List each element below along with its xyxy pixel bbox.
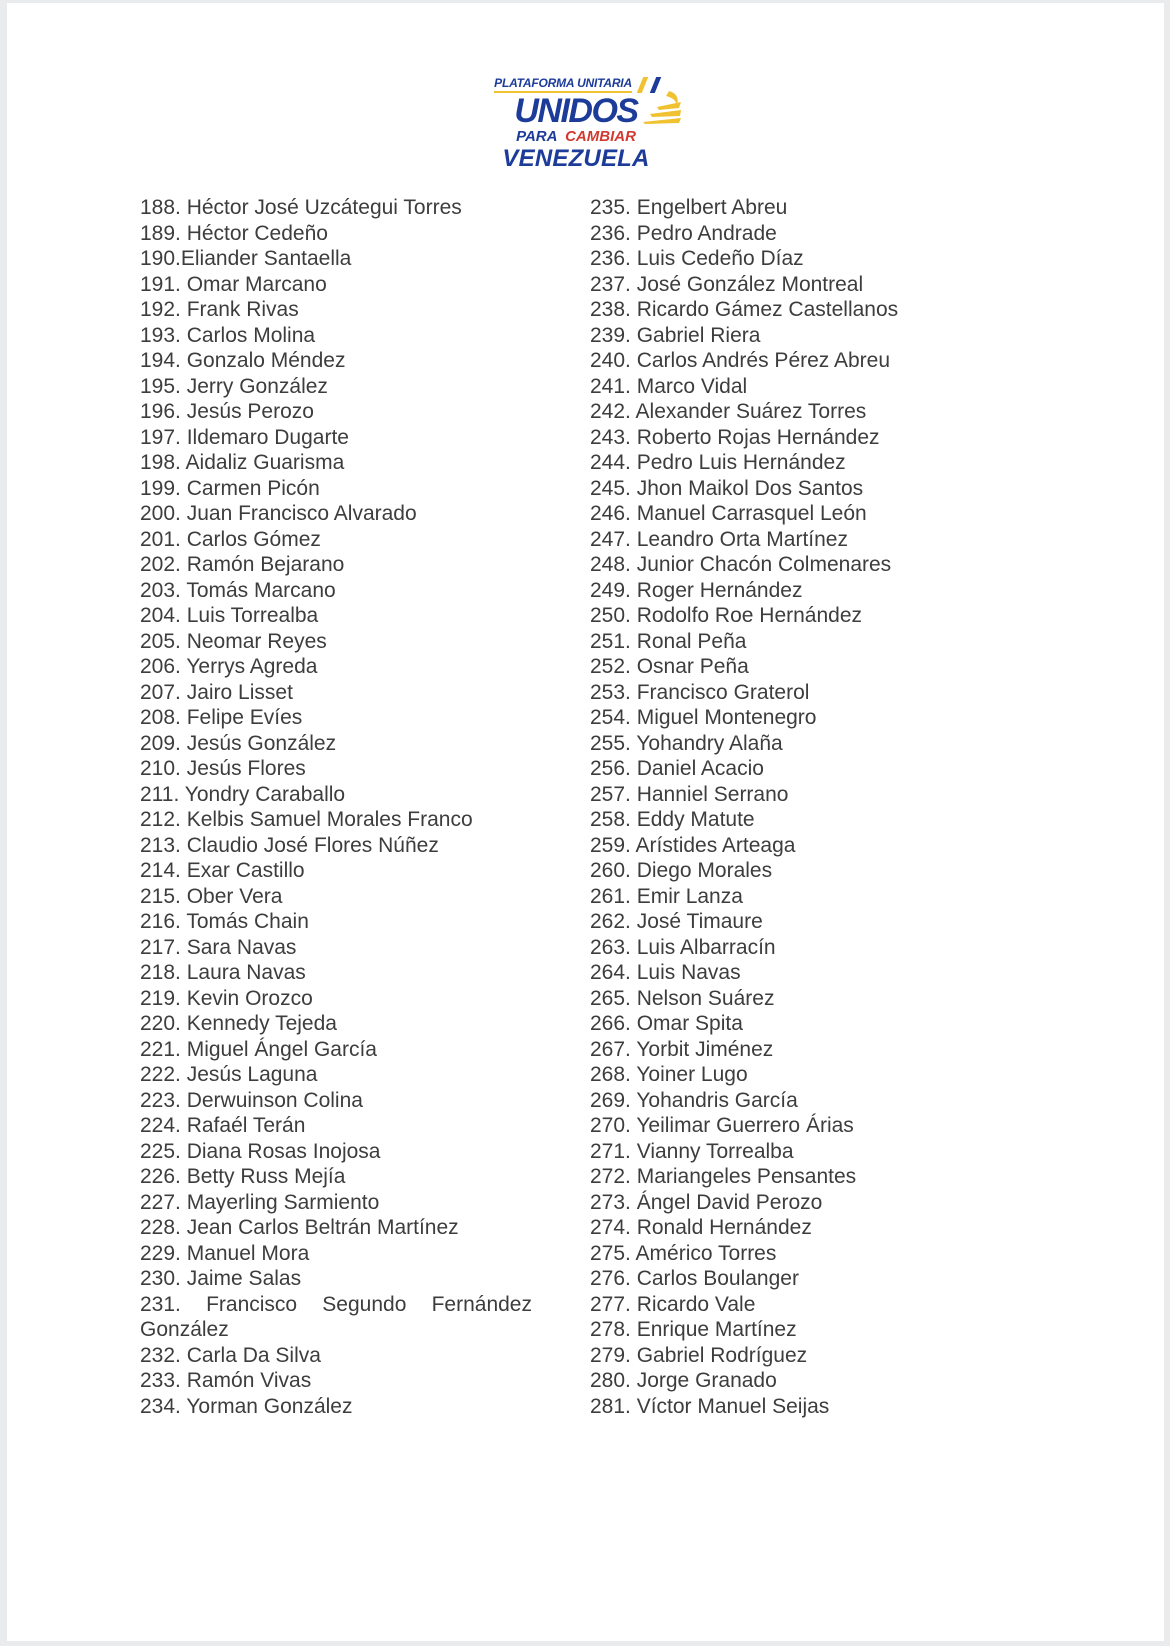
list-item: 217. Sara Navas	[140, 935, 297, 959]
list-item: 269. Yohandris García	[590, 1088, 798, 1112]
list-item: 277. Ricardo Vale	[590, 1292, 756, 1316]
list-item: 206. Yerrys Agreda	[140, 655, 318, 678]
list-item: 259. Arístides Arteaga	[590, 833, 796, 857]
list-item: 215. Ober Vera	[140, 884, 283, 908]
list-item: 192. Frank Rivas	[140, 298, 299, 321]
list-item: 220. Kennedy Tejeda	[140, 1012, 337, 1035]
list-item: 278. Enrique Martínez	[590, 1318, 797, 1341]
list-item: 238. Ricardo Gámez Castellanos	[590, 298, 899, 321]
list-item: 253. Francisco Graterol	[590, 680, 810, 704]
list-item: 198. Aidaliz Guarisma	[140, 451, 345, 474]
list-item: 231. Francisco Segundo Fernández González	[140, 1292, 532, 1341]
list-item: 263. Luis Albarracín	[590, 935, 776, 959]
list-item: 201. Carlos Gómez	[140, 527, 321, 551]
list-item: 216. Tomás Chain	[140, 910, 309, 933]
list-item: 195. Jerry González	[140, 374, 328, 398]
list-item: 213. Claudio José Flores Núñez	[140, 833, 439, 857]
list-item: 227. Mayerling Sarmiento	[140, 1190, 380, 1214]
list-item: 250. Rodolfo Roe Hernández	[590, 604, 863, 627]
logo-plataforma-text: PLATAFORMA UNITARIA	[494, 77, 632, 93]
list-item: 234. Yorman González	[140, 1394, 353, 1418]
list-item: 236. Pedro Andrade	[590, 221, 777, 245]
list-item: 194. Gonzalo Méndez	[140, 349, 346, 372]
list-item: 222. Jesús Laguna	[140, 1063, 318, 1086]
list-item: 254. Miguel Montenegro	[590, 706, 817, 729]
list-item: 188. Héctor José Uzcátegui Torres	[140, 196, 462, 219]
list-item: 199. Carmen Picón	[140, 476, 320, 500]
list-item: 224. Rafaél Terán	[140, 1114, 306, 1137]
list-item: 275. Américo Torres	[590, 1241, 777, 1265]
list-item: 197. Ildemaro Dugarte	[140, 425, 349, 449]
list-item: 233. Ramón Vivas	[140, 1369, 312, 1392]
list-item: 268. Yoiner Lugo	[590, 1063, 748, 1086]
list-item: 264. Luis Navas	[590, 961, 741, 984]
list-item: 193. Carlos Molina	[140, 323, 316, 347]
list-item: 207. Jairo Lisset	[140, 680, 293, 704]
list-item: 251. Ronal Peña	[590, 629, 747, 653]
list-item: 242. Alexander Suárez Torres	[590, 400, 867, 423]
list-item: 208. Felipe Evíes	[140, 706, 303, 729]
list-item: 191. Omar Marcano	[140, 272, 327, 296]
list-item: 228. Jean Carlos Beltrán Martínez	[140, 1216, 459, 1239]
list-item: 211. Yondry Caraballo	[140, 782, 346, 806]
list-item: 246. Manuel Carrasquel León	[590, 502, 867, 525]
list-item: 189. Héctor Cedeño	[140, 221, 328, 245]
list-item: 271. Vianny Torrealba	[590, 1139, 794, 1163]
name-list-right-column	[590, 195, 1035, 1419]
list-item: 260. Diego Morales	[590, 859, 773, 882]
list-item: 243. Roberto Rojas Hernández	[590, 425, 880, 449]
list-item: 255. Yohandry Alaña	[590, 731, 783, 755]
document-page	[7, 3, 1164, 1641]
list-item: 247. Leandro Orta Martínez	[590, 527, 848, 551]
list-item: 237. José González Montreal	[590, 272, 864, 296]
list-item: 266. Omar Spita	[590, 1012, 743, 1035]
list-item: 274. Ronald Hernández	[590, 1216, 812, 1239]
yellow-swoosh-icon	[641, 90, 683, 132]
list-item: 281. Víctor Manuel Seijas	[590, 1394, 830, 1418]
logo-venezuela-text: VENEZUELA	[502, 144, 650, 172]
logo-para-text: PARA	[516, 128, 557, 145]
logo-unidos-text: UNIDOS	[514, 92, 638, 130]
list-item: 235. Engelbert Abreu	[590, 196, 788, 219]
list-item: 262. José Timaure	[590, 910, 763, 933]
list-item: 218. Laura Navas	[140, 961, 306, 984]
logo-cambiar-text: CAMBIAR	[565, 128, 636, 145]
list-item: 209. Jesús González	[140, 731, 337, 755]
list-item: 270. Yeilimar Guerrero Árias	[590, 1114, 854, 1137]
list-item: 265. Nelson Suárez	[590, 986, 775, 1010]
list-item: 200. Juan Francisco Alvarado	[140, 502, 417, 525]
list-item: 261. Emir Lanza	[590, 884, 743, 908]
list-item: 239. Gabriel Riera	[590, 323, 761, 347]
list-item: 257. Hanniel Serrano	[590, 782, 789, 806]
list-item: 214. Exar Castillo	[140, 859, 305, 882]
list-item: 229. Manuel Mora	[140, 1241, 310, 1265]
list-item: 248. Junior Chacón Colmenares	[590, 553, 892, 576]
list-item: 236. Luis Cedeño Díaz	[590, 247, 804, 270]
list-item: 221. Miguel Ángel García	[140, 1037, 377, 1061]
list-item: 244. Pedro Luis Hernández	[590, 451, 846, 474]
list-item: 273. Ángel David Perozo	[590, 1190, 823, 1214]
list-item: 225. Diana Rosas Inojosa	[140, 1139, 381, 1163]
list-item: 212. Kelbis Samuel Morales Franco	[140, 808, 473, 831]
list-item: 202. Ramón Bejarano	[140, 553, 345, 576]
list-item: 252. Osnar Peña	[590, 655, 749, 678]
logo-unidos-row	[481, 94, 671, 128]
list-item: 204. Luis Torrealba	[140, 604, 319, 627]
list-item: 280. Jorge Granado	[590, 1369, 777, 1392]
list-item: 230. Jaime Salas	[140, 1267, 302, 1290]
list-item: 223. Derwuinson Colina	[140, 1088, 363, 1112]
list-item: 210. Jesús Flores	[140, 757, 306, 780]
list-item: 245. Jhon Maikol Dos Santos	[590, 476, 864, 500]
list-item: 196. Jesús Perozo	[140, 400, 314, 423]
list-item: 203. Tomás Marcano	[140, 578, 336, 602]
list-item: 226. Betty Russ Mejía	[140, 1165, 346, 1188]
list-item: 190.Eliander Santaella	[140, 247, 352, 270]
list-item: 279. Gabriel Rodríguez	[590, 1343, 808, 1367]
list-item: 240. Carlos Andrés Pérez Abreu	[590, 349, 891, 372]
list-item: 256. Daniel Acacio	[590, 757, 764, 780]
list-item: 272. Mariangeles Pensantes	[590, 1165, 857, 1188]
list-item: 276. Carlos Boulanger	[590, 1267, 799, 1290]
list-item: 249. Roger Hernández	[590, 578, 803, 602]
list-item: 241. Marco Vidal	[590, 374, 748, 398]
list-item: 205. Neomar Reyes	[140, 629, 327, 653]
name-list-left-column	[140, 195, 532, 1419]
list-item: 232. Carla Da Silva	[140, 1343, 321, 1367]
logo	[481, 75, 671, 171]
list-item: 267. Yorbit Jiménez	[590, 1037, 774, 1061]
list-item: 258. Eddy Matute	[590, 808, 755, 831]
list-item: 219. Kevin Orozco	[140, 986, 313, 1010]
